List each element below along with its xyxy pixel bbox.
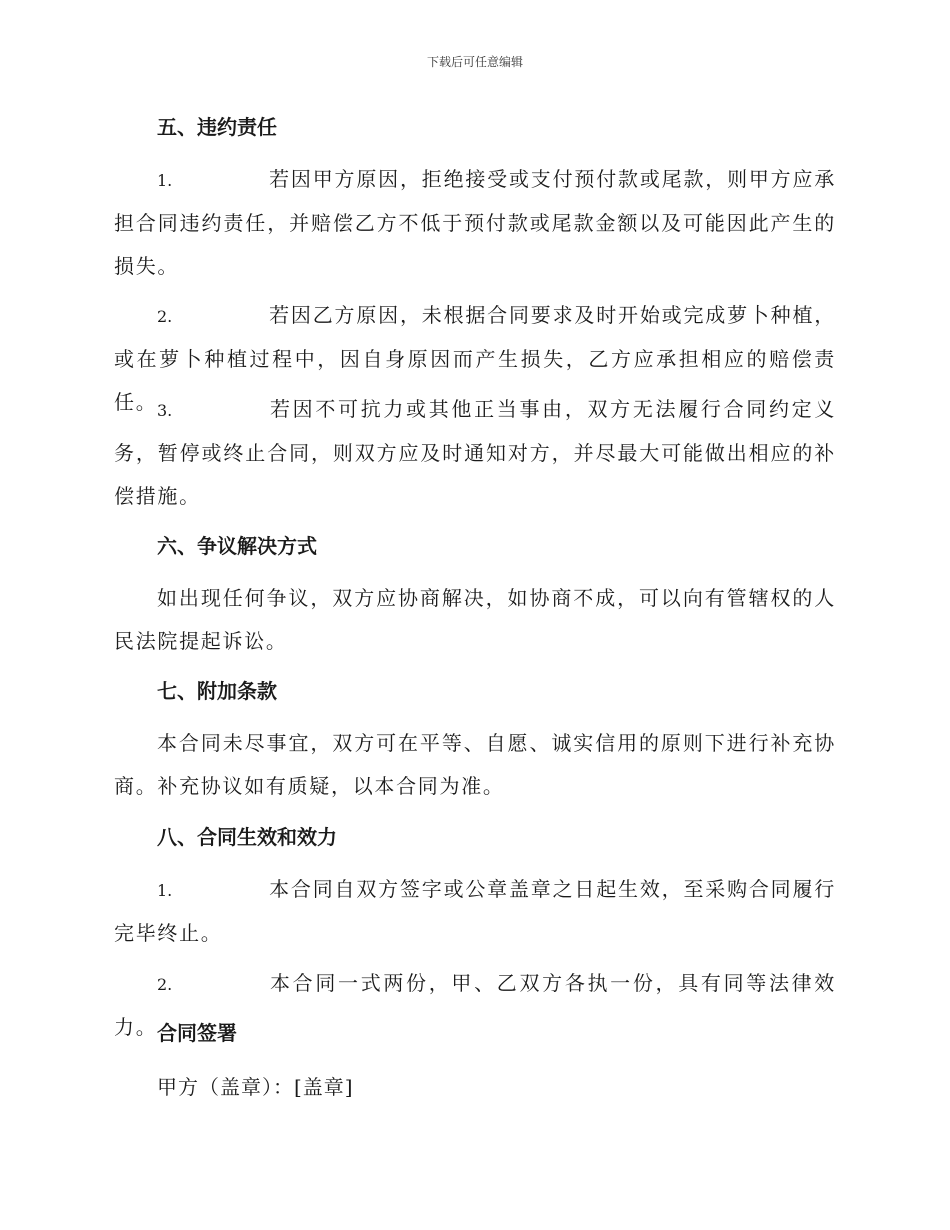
- page-header: 下载后可任意编辑: [426, 55, 523, 69]
- section-heading-effectiveness: 八、合同生效和效力: [157, 825, 337, 849]
- section-heading-dispute: 六、争议解决方式: [157, 534, 317, 558]
- item-text: 若因甲方原因，拒绝接受或支付预付款或尾款，则甲方应承担合同违约责任，并赔偿乙方不低于预付款或尾款金额以及可能因此产生的损失。: [114, 167, 836, 278]
- item-text: 若因乙方原因，未根据合同要求及时开始或完成萝卜种植，或在萝卜种植过程中，因自身原因而产生损失，乙方应承担相应的赔偿责任。: [114, 303, 836, 414]
- item-number: 1.: [157, 881, 173, 900]
- paragraph-text: 如出现任何争议，双方应协商解决，如协商不成，可以向有管辖权的人民法院提起诉讼。: [114, 586, 836, 653]
- item-number: 2.: [157, 307, 173, 326]
- effect-item-1: [114, 868, 836, 955]
- dispute-paragraph: [114, 577, 836, 663]
- item-number: 1.: [157, 171, 173, 190]
- item-text: 本合同自双方签字或公章盖章之日起生效，至采购合同履行完毕终止。: [114, 877, 836, 945]
- additional-paragraph: [114, 722, 836, 808]
- party-a-signature-line: 甲方（盖章）：[盖章]: [157, 1075, 354, 1099]
- item-number: 2.: [157, 975, 173, 994]
- item-text: 若因不可抗力或其他正当事由，双方无法履行合同约定义务，暂停或终止合同，则双方应及时通知对方，并尽最大可能做出相应的补偿措施。: [114, 397, 836, 508]
- breach-item-1: [114, 158, 836, 288]
- item-text: 本合同一式两份，甲、乙双方各执一份，具有同等法律效力。: [114, 971, 836, 1039]
- section-heading-additional: 七、附加条款: [157, 679, 277, 703]
- paragraph-text: 本合同未尽事宜，双方可在平等、自愿、诚实信用的原则下进行补充协商。补充协议如有质疑，以本合同为准。: [114, 731, 836, 798]
- breach-item-3: [114, 388, 836, 518]
- section-heading-signing: 合同签署: [157, 1021, 237, 1045]
- item-number: 3.: [157, 401, 173, 420]
- section-heading-breach: 五、违约责任: [157, 115, 277, 139]
